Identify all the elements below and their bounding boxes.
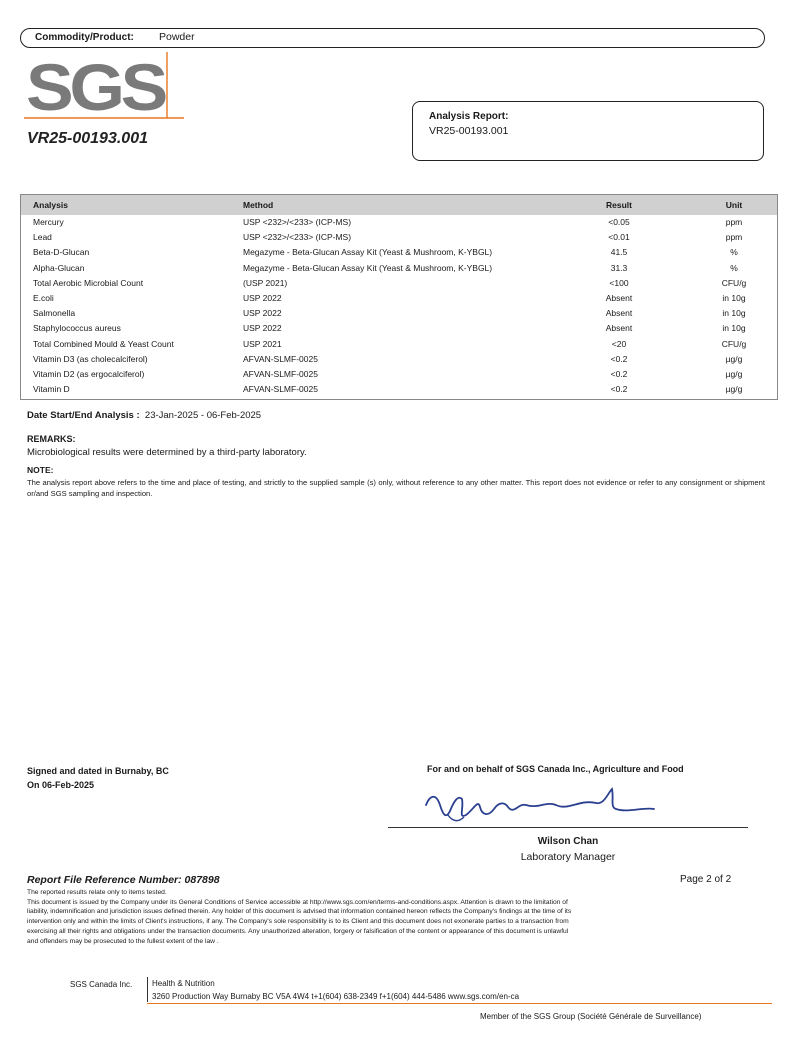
cell-analysis: Lead (33, 232, 52, 243)
cell-result: 31.3 (610, 262, 628, 273)
handwritten-signature (418, 785, 658, 829)
signed-date: On 06-Feb-2025 (27, 780, 95, 790)
cell-analysis: Alpha-Glucan (33, 262, 85, 273)
analysis-report-value: VR25-00193.001 (429, 125, 509, 137)
cell-result: <0.2 (610, 384, 628, 395)
table-row (21, 293, 777, 308)
footer-address: 3260 Production Way Burnaby BC V5A 4W4 t+1(604) 638-2349 f+1(604) 444-5486 www.sgs.com/en-ca (152, 992, 520, 1001)
cell-result: <0.01 (608, 232, 630, 243)
table-row (21, 308, 777, 323)
cell-analysis: Beta-D-Glucan (33, 247, 90, 258)
cell-result: Absent (605, 308, 633, 319)
signed-block (27, 764, 169, 792)
cell-analysis: Salmonella (33, 308, 76, 319)
footer-company: SGS Canada Inc. (70, 980, 133, 989)
table-row (21, 217, 777, 232)
note-text: The analysis report above refers to the time and place of testing, and strictly to the supplied sample (s) only, without reference to any other matter. This report does not evidence or refer to any consignment or shipment or/and SGS sampling and inspection. (27, 478, 765, 498)
footer-member: Member of the SGS Group (Société Générale de Surveillance) (480, 1012, 702, 1021)
commodity-bar (20, 28, 765, 48)
cell-analysis: E.coli (33, 293, 54, 303)
remarks-text: Microbiological results were determined by a third-party laboratory. (27, 447, 307, 458)
results-table (20, 194, 778, 400)
cell-result: <0.2 (610, 353, 628, 364)
cell-method: Megazyme - Beta-Glucan Assay Kit (Yeast & Mushroom, K-YBGL) (243, 262, 493, 273)
cell-analysis: Vitamin D (33, 384, 70, 395)
cell-analysis: Total Combined Mould & Yeast Count (33, 338, 174, 349)
analysis-report-label: Analysis Report: (429, 111, 509, 122)
cell-unit: ppm (725, 217, 743, 227)
commodity-value: Powder (159, 31, 195, 43)
disclaimer-line: The reported results relate only to items tested. (27, 889, 167, 896)
table-row (21, 323, 777, 338)
cell-method: USP 2021 (243, 338, 282, 349)
analysis-report-box (412, 101, 764, 161)
cell-unit: ppm (725, 232, 743, 243)
cell-unit: in 10g (722, 308, 746, 319)
cell-unit: in 10g (722, 323, 746, 334)
cell-result: <20 (611, 338, 627, 349)
table-row (21, 369, 777, 384)
disclaimer (27, 888, 692, 946)
cell-result: 41.5 (610, 247, 628, 258)
cell-result: Absent (605, 293, 633, 303)
cell-unit: µg/g (725, 353, 743, 364)
table-row (21, 263, 777, 278)
report-id: VR25-00193.001 (27, 130, 148, 147)
cell-result: <100 (609, 277, 629, 288)
disclaimer-line: liability, indemnification and jurisdiction issues defined therein. Any holder of this document is advised that information contained hereon reflects the Company's findings at the time of its (27, 908, 572, 916)
cell-unit: in 10g (722, 293, 746, 303)
analysis-dates (27, 410, 261, 421)
cell-method: USP 2022 (243, 308, 282, 319)
commodity-label: Commodity/Product: (35, 32, 134, 43)
cell-unit: CFU/g (721, 338, 747, 349)
cell-method: AFVAN-SLMF-0025 (243, 384, 318, 395)
table-row (21, 384, 777, 399)
cell-analysis: Vitamin D2 (as ergocalciferol) (33, 369, 145, 379)
remarks-heading: REMARKS: (27, 434, 76, 444)
cell-unit: µg/g (725, 384, 743, 395)
table-row (21, 232, 777, 247)
dates-label: Date Start/End Analysis : (27, 410, 140, 421)
note-heading: NOTE: (27, 465, 54, 475)
cell-unit: CFU/g (721, 277, 747, 288)
col-unit: Unit (725, 200, 743, 210)
disclaimer-line: This document is issued by the Company under its General Conditions of Service accessible at http://www.sgs.com/en/terms-and-conditions.aspx. Attention is drawn to the limitation of (27, 898, 568, 906)
cell-unit: % (730, 262, 738, 273)
disclaimer-line: exercising all their rights and obligations under the transaction documents. Any unauthorized alteration, forgery or falsification of the content or appearance of this document is unlawful (27, 927, 569, 935)
footer-rule (147, 1003, 772, 1004)
signature-line (388, 827, 748, 828)
cell-method: (USP 2021) (243, 277, 288, 288)
signed-location: Signed and dated in Burnaby, BC (27, 766, 169, 776)
cell-method: USP 2022 (243, 323, 282, 334)
cell-method: USP <232>/<233> (ICP-MS) (243, 232, 352, 243)
footer-division: Health & Nutrition (152, 979, 215, 988)
cell-method: USP <232>/<233> (ICP-MS) (243, 217, 352, 227)
col-result: Result (606, 200, 632, 210)
disclaimer-line: intervention only and within the limits of Client's instructions, if any. The Company's sole responsibility is to its Client and this document does not exonerate parties to a transaction from (27, 918, 569, 926)
table-row (21, 339, 777, 354)
cell-analysis: Staphylococcus aureus (33, 323, 121, 334)
footer-divider (147, 977, 148, 1002)
cell-analysis: Total Aerobic Microbial Count (33, 277, 144, 288)
cell-result: Absent (605, 323, 633, 334)
cell-unit: % (730, 247, 738, 258)
dates-value: 23-Jan-2025 - 06-Feb-2025 (144, 410, 262, 421)
table-row (21, 247, 777, 262)
col-method: Method (243, 200, 274, 210)
sgs-logo (24, 52, 184, 122)
results-header (21, 195, 777, 215)
page-number: Page 2 of 2 (680, 874, 732, 885)
report-file-reference: Report File Reference Number: 087898 (27, 874, 220, 886)
cell-method: Megazyme - Beta-Glucan Assay Kit (Yeast & Mushroom, K-YBGL) (243, 247, 493, 258)
col-analysis: Analysis (33, 200, 68, 210)
cell-method: AFVAN-SLMF-0025 (243, 369, 318, 379)
cell-result: <0.2 (610, 369, 628, 379)
table-row (21, 354, 777, 369)
cell-unit: µg/g (725, 369, 743, 379)
cell-result: <0.05 (608, 217, 630, 227)
table-row (21, 278, 777, 293)
on-behalf-text: For and on behalf of SGS Canada Inc., Agriculture and Food (427, 764, 684, 774)
signer-title: Laboratory Manager (520, 851, 616, 863)
sgs-logo-text: SGS (26, 52, 167, 122)
cell-method: USP 2022 (243, 293, 282, 303)
cell-analysis: Mercury (33, 217, 64, 227)
disclaimer-line: and offenders may be prosecuted to the fullest extent of the law . (27, 937, 219, 945)
cell-analysis: Vitamin D3 (as cholecalciferol) (33, 353, 148, 364)
cell-method: AFVAN-SLMF-0025 (243, 353, 318, 364)
signer-name: Wilson Chan (537, 836, 599, 847)
